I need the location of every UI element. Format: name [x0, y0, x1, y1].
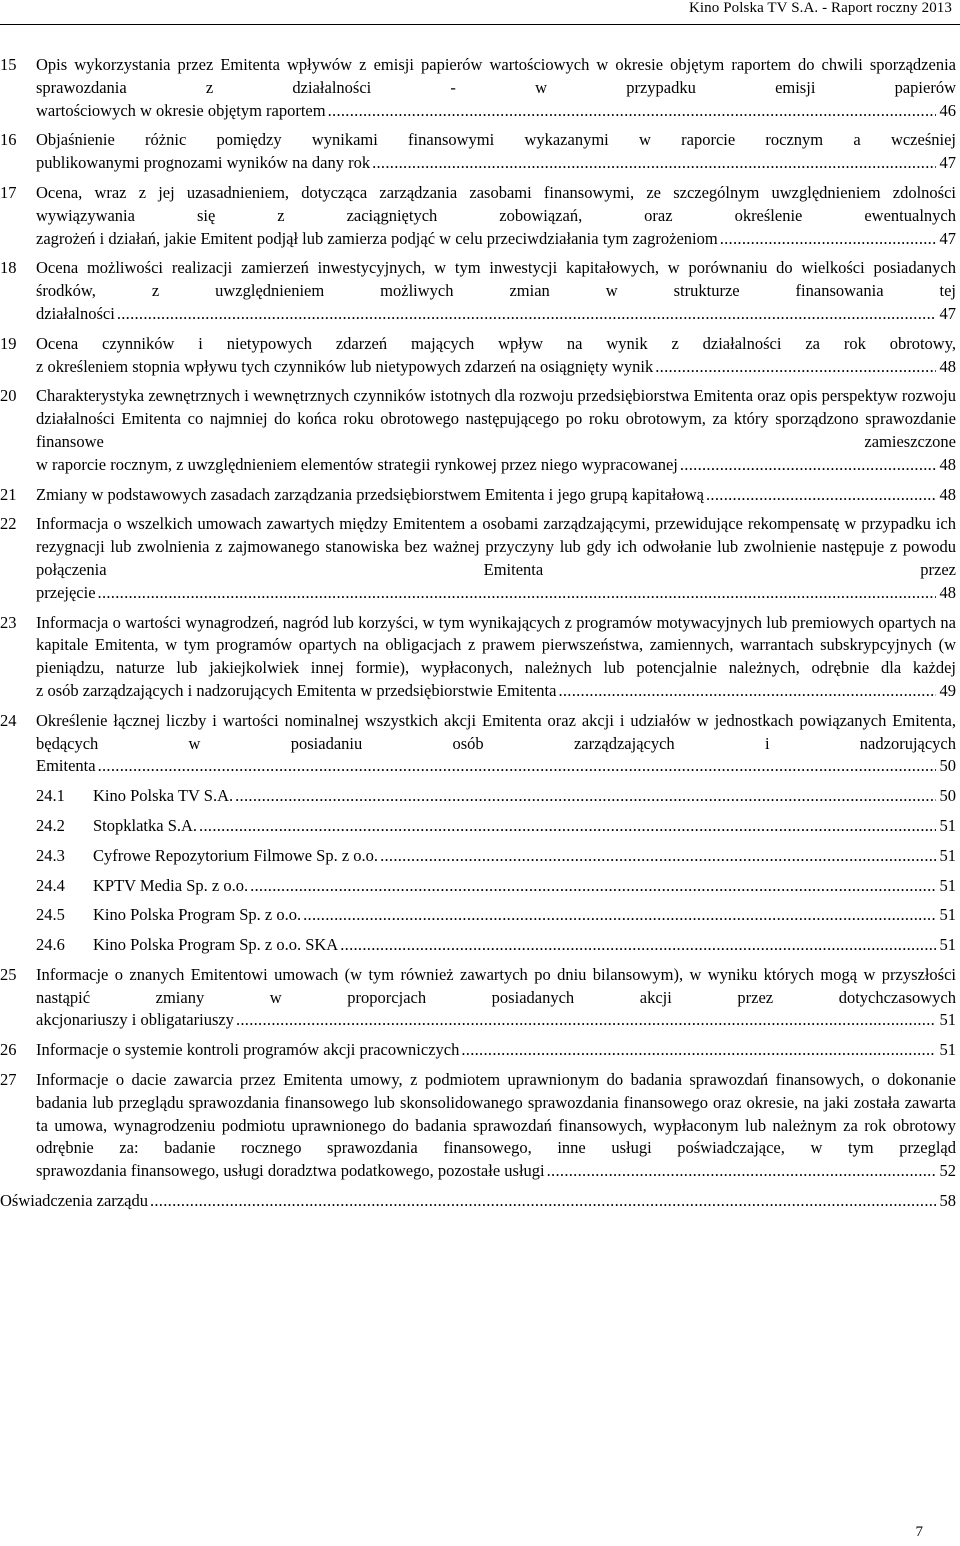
toc-subentry-24-1[interactable]: [0, 785, 960, 808]
toc-text-last: publikowanymi prognozami wyników na dany rok: [36, 153, 371, 173]
toc-entry-23[interactable]: [0, 612, 960, 703]
toc-subentry-24-3[interactable]: [0, 845, 960, 868]
dot-leader: [461, 1039, 935, 1062]
toc-subentry-24-5[interactable]: [0, 904, 960, 927]
toc-text-last: w raporcie rocznym, z uwzględnieniem elementów strategii rynkowej przez niego wypracowanej: [36, 454, 678, 474]
toc-number: 25: [0, 964, 17, 984]
toc-text-last: sprawozdania finansowego, usługi doradztwa podatkowego, pozostałe usługi: [36, 1161, 545, 1181]
toc-subentry-24-6[interactable]: [0, 934, 960, 957]
toc-page: 48: [939, 356, 956, 376]
toc-text: Ocena możliwości realizacji zamierzeń inwestycyjnych, w tym inwestycji kapitałowych, w porównaniu do wielkości posiadanych środków, z uwzględnieniem możliwych zmian w strukturze finansowania tej: [36, 258, 956, 301]
dot-leader: [655, 356, 935, 379]
page-header: Kino Polska TV S.A. - Raport roczny 2013: [688, 0, 952, 16]
toc-page: 58: [939, 1191, 956, 1211]
toc-text: Ocena czynników i nietypowych zdarzeń mających wpływ na wynik z działalności za rok obrotowy,: [36, 333, 956, 353]
toc-subnumber: 24.6: [36, 935, 65, 955]
toc-number: 24: [0, 710, 17, 730]
toc-number: 22: [0, 514, 17, 534]
toc-entry-oswiadczenia[interactable]: [0, 1190, 960, 1213]
dot-leader: [150, 1190, 936, 1213]
toc-number: 19: [0, 333, 17, 353]
dot-leader: [372, 152, 935, 175]
toc-page: 50: [939, 786, 956, 806]
toc-number: 20: [0, 386, 17, 406]
toc-page: 51: [939, 935, 956, 955]
toc-text-last: wartościowych w okresie objętym raportem: [36, 100, 326, 120]
toc-number: 26: [0, 1040, 17, 1060]
toc-number: 18: [0, 258, 17, 278]
toc-subnumber: 24.2: [36, 815, 65, 835]
toc-text: Objaśnienie różnic pomiędzy wynikami finansowymi wykazanymi w raporcie rocznym a wcześniej: [36, 130, 956, 150]
dot-leader: [706, 484, 936, 507]
toc-text: Informacje o znanych Emitentowi umowach (w tym również zawartych po dniu bilansowym), w wyniku których mogą w przyszłości nastąpić zmiany w proporcjach posiadanych akcji przez dotychczasowych: [36, 964, 956, 1007]
toc-text-last: z określeniem stopnia wpływu tych czynników lub nietypowych zdarzeń na osiągnięty wynik: [36, 356, 654, 376]
toc-entry-15[interactable]: [0, 54, 960, 122]
toc-entry-19[interactable]: [0, 333, 960, 379]
toc-entry-17[interactable]: [0, 182, 960, 250]
dot-leader: [236, 1009, 936, 1032]
toc-text-last: Stopklatka S.A.: [93, 815, 198, 835]
header-rule: [0, 24, 960, 25]
toc-subentry-24-2[interactable]: [0, 815, 960, 838]
toc-entry-22[interactable]: [0, 513, 960, 604]
dot-leader: [303, 904, 935, 927]
dot-leader: [680, 454, 936, 477]
toc-text-last: Informacje o systemie kontroli programów akcji pracowniczych: [36, 1040, 460, 1060]
dot-leader: [250, 875, 935, 898]
toc-entry-26[interactable]: [0, 1039, 960, 1062]
toc-text-last: Cyfrowe Repozytorium Filmowe Sp. z o.o.: [93, 845, 379, 865]
toc-text-last: Zmiany w podstawowych zasadach zarządzania przedsiębiorstwem Emitenta i jego grupą kapitałową: [36, 484, 704, 504]
toc-text-last: KPTV Media Sp. z o.o.: [93, 875, 249, 895]
dot-leader: [340, 934, 935, 957]
dot-leader: [199, 815, 935, 838]
toc-subnumber: 24.1: [36, 786, 65, 806]
dot-leader: [328, 100, 936, 123]
toc-page: 47: [939, 228, 956, 248]
toc-number: 27: [0, 1070, 17, 1090]
toc-number: 23: [0, 612, 17, 632]
toc-text-last: Kino Polska Program Sp. z o.o.: [93, 905, 302, 925]
toc-text-last: Oświadczenia zarządu: [0, 1191, 148, 1211]
toc-text-last: zagrożeń i działań, jakie Emitent podjął lub zamierza podjąć w celu przeciwdziałania tym zagrożeniom: [36, 228, 718, 248]
toc-page: 47: [939, 153, 956, 173]
toc-page: 51: [939, 1010, 956, 1030]
dot-leader: [547, 1160, 936, 1183]
toc-page: 48: [939, 484, 956, 504]
toc-subnumber: 24.3: [36, 845, 65, 865]
toc-number: 17: [0, 182, 17, 202]
toc-text-last: przejęcie: [36, 582, 96, 602]
toc-text-last: Emitenta: [36, 756, 96, 776]
toc-text: Określenie łącznej liczby i wartości nominalnej wszystkich akcji Emitenta oraz akcji i udziałów w jednostkach powiązanych Emitenta, będących w posiadaniu osób zarządzających i nadzorujących: [36, 710, 956, 753]
toc-entry-25[interactable]: [0, 964, 960, 1032]
toc-text: Informacja o wszelkich umowach zawartych między Emitentem a osobami zarządzającymi, przewidujące rekompensatę w przypadku ich rezygnacji lub zwolnienia z zajmowanego stanowiska bez ważnej przyczyny lub gdy ich odwołanie lub zwolnienie następuje z powodu połączenia Emitenta przez: [36, 514, 956, 579]
toc-entry-21[interactable]: [0, 484, 960, 507]
toc-subentry-24-4[interactable]: [0, 875, 960, 898]
toc-entry-24[interactable]: [0, 710, 960, 778]
toc-text: Informacja o wartości wynagrodzeń, nagród lub korzyści, w tym wynikających z programów motywacyjnych lub premiowych opartych na kapitale Emitenta, w tym programów opartych na obligacjach z prawem pierwszeństwa, zamiennych, warrantach subskrypcyjnych (w pieniądzu, naturze lub jakiejkolwiek innej formie), wypłaconych, należnych lub potencjalnie należnych, odrębnie dla każdej: [36, 612, 956, 678]
table-of-contents: [0, 54, 960, 1213]
toc-entry-16[interactable]: [0, 129, 960, 175]
toc-subnumber: 24.5: [36, 905, 65, 925]
page-number: 7: [915, 1524, 923, 1540]
toc-text-last: działalności: [36, 303, 115, 323]
toc-page: 52: [939, 1161, 956, 1181]
dot-leader: [98, 582, 936, 605]
toc-page: 51: [939, 875, 956, 895]
toc-text: Ocena, wraz z jej uzasadnieniem, dotycząca zarządzania zasobami finansowymi, ze szczególnym uwzględnieniem zdolności wywiązywania się z zaciągniętych zobowiązań, oraz określenie ewentualnych: [36, 182, 956, 225]
toc-text-last: Kino Polska TV S.A.: [93, 786, 234, 806]
toc-entry-20[interactable]: [0, 385, 960, 476]
toc-page: 51: [939, 845, 956, 865]
toc-page: 49: [939, 680, 956, 700]
toc-page: 47: [939, 303, 956, 323]
toc-entry-27[interactable]: [0, 1069, 960, 1183]
dot-leader: [558, 680, 935, 703]
toc-number: 16: [0, 130, 17, 150]
dot-leader: [117, 303, 936, 326]
toc-text: Charakterystyka zewnętrznych i wewnętrznych czynników istotnych dla rozwoju przedsiębiorstwa Emitenta oraz opis perspektyw rozwoju działalności Emitenta co najmniej do końca roku obrotowego następującego po roku obrotowym, za który sporządzono sprawozdanie finansowe zamieszczone: [36, 386, 956, 451]
toc-text: Informacje o dacie zawarcia przez Emitenta umowy, z podmiotem uprawnionym do badania sprawozdań finansowych, o dokonanie badania lub przeglądu sprawozdania finansowego lub skonsolidowanego sprawozdania finansowego oraz okresie, na jaki została zawarta ta umowa, wynagrodzeniu podmiotu uprawnionego do badania sprawozdań finansowych, wypłaconym lub należnym za rok obrotowy odrębnie za: badanie rocznego sprawozdania finansowego, inne usługi poświadczające, w tym przegląd: [36, 1070, 956, 1158]
toc-page: 50: [939, 756, 956, 776]
toc-number: 21: [0, 484, 17, 504]
dot-leader: [235, 785, 935, 808]
toc-entry-18[interactable]: [0, 257, 960, 325]
toc-subnumber: 24.4: [36, 875, 65, 895]
toc-text-last: Kino Polska Program Sp. z o.o. SKA: [93, 935, 339, 955]
toc-page: 51: [939, 1040, 956, 1060]
toc-page: 51: [939, 905, 956, 925]
dot-leader: [380, 845, 935, 868]
toc-page: 51: [939, 815, 956, 835]
dot-leader: [720, 228, 936, 251]
toc-text-last: z osób zarządzających i nadzorujących Emitenta w przedsiębiorstwie Emitenta: [36, 680, 557, 700]
toc-text-last: akcjonariuszy i obligatariuszy: [36, 1010, 234, 1030]
dot-leader: [98, 755, 936, 778]
toc-page: 48: [939, 454, 956, 474]
toc-page: 48: [939, 582, 956, 602]
toc-number: 15: [0, 55, 17, 74]
toc-text: Opis wykorzystania przez Emitenta wpływów z emisji papierów wartościowych w okresie objętym raportem do chwili sporządzenia sprawozdania z działalności - w przypadku emisji papierów: [36, 55, 956, 97]
toc-page: 46: [939, 100, 956, 120]
